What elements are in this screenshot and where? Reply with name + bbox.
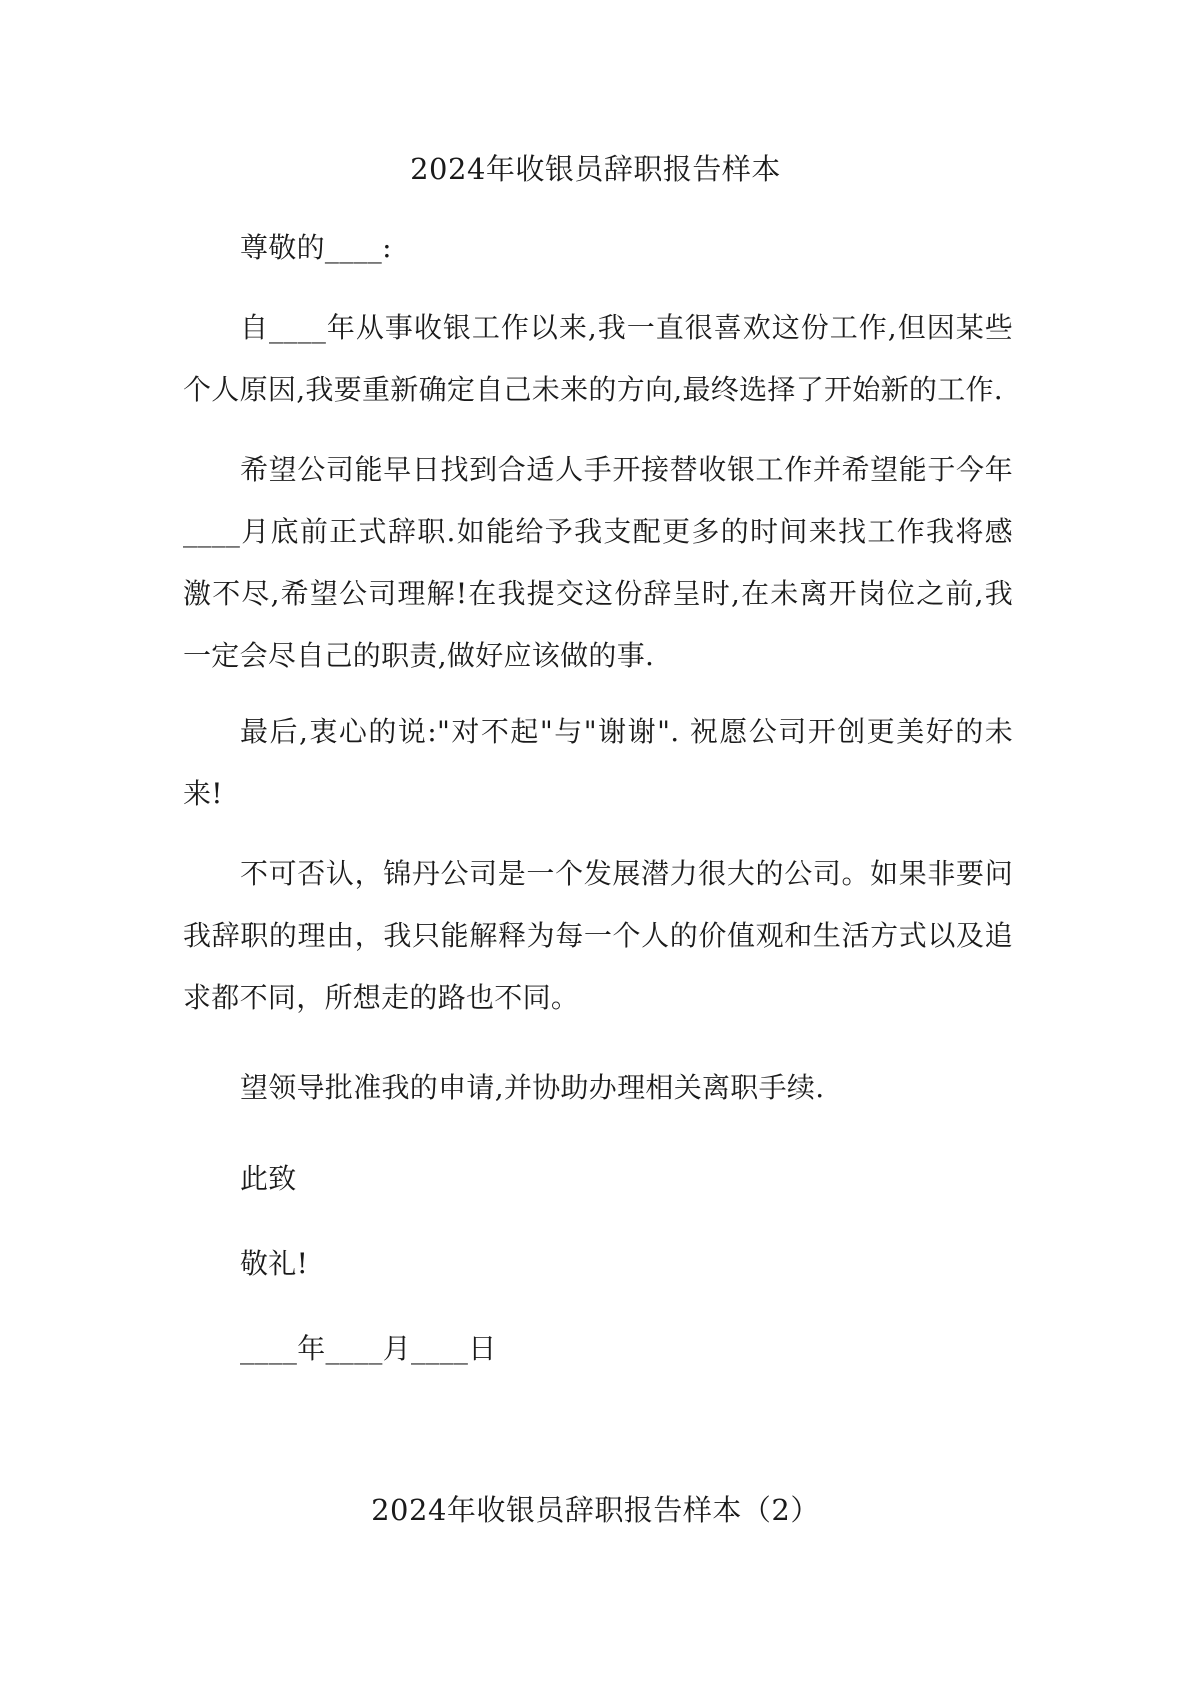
paragraph-3: 最后,衷心的说:"对不起"与"谢谢". 祝愿公司开创更美好的未来! bbox=[183, 715, 1013, 810]
request-line: 望领导批准我的申请,并协助办理相关离职手续. bbox=[240, 1071, 825, 1104]
next-section-title: 2024年收银员辞职报告样本（2） bbox=[371, 1493, 820, 1527]
document-title: 2024年收银员辞职报告样本 bbox=[410, 152, 781, 186]
closing-line-1: 此致 bbox=[240, 1162, 297, 1195]
paragraph-2: 希望公司能早日找到合适人手开接替收银工作并希望能于今年____月底前正式辞职.如能给予我支配更多的时间来找工作我将感激不尽,希望公司理解!在我提交这份辞呈时,在未离开岗位之前,我一定会尽自己的职责,做好应该做的事. bbox=[183, 453, 1013, 672]
paragraph-1: 自____年从事收银工作以来,我一直很喜欢这份工作,但因某些个人原因,我要重新确定自己未来的方向,最终选择了开始新的工作. bbox=[183, 311, 1013, 406]
paragraph-4: 不可否认，锦丹公司是一个发展潜力很大的公司。如果非要问我辞职的理由，我只能解释为每一个人的价值观和生活方式以及追求都不同，所想走的路也不同。 bbox=[183, 857, 1013, 1014]
date-line: ____年____月____日 bbox=[240, 1332, 497, 1365]
salutation: 尊敬的____: bbox=[240, 231, 392, 264]
closing-line-2: 敬礼! bbox=[240, 1247, 309, 1280]
